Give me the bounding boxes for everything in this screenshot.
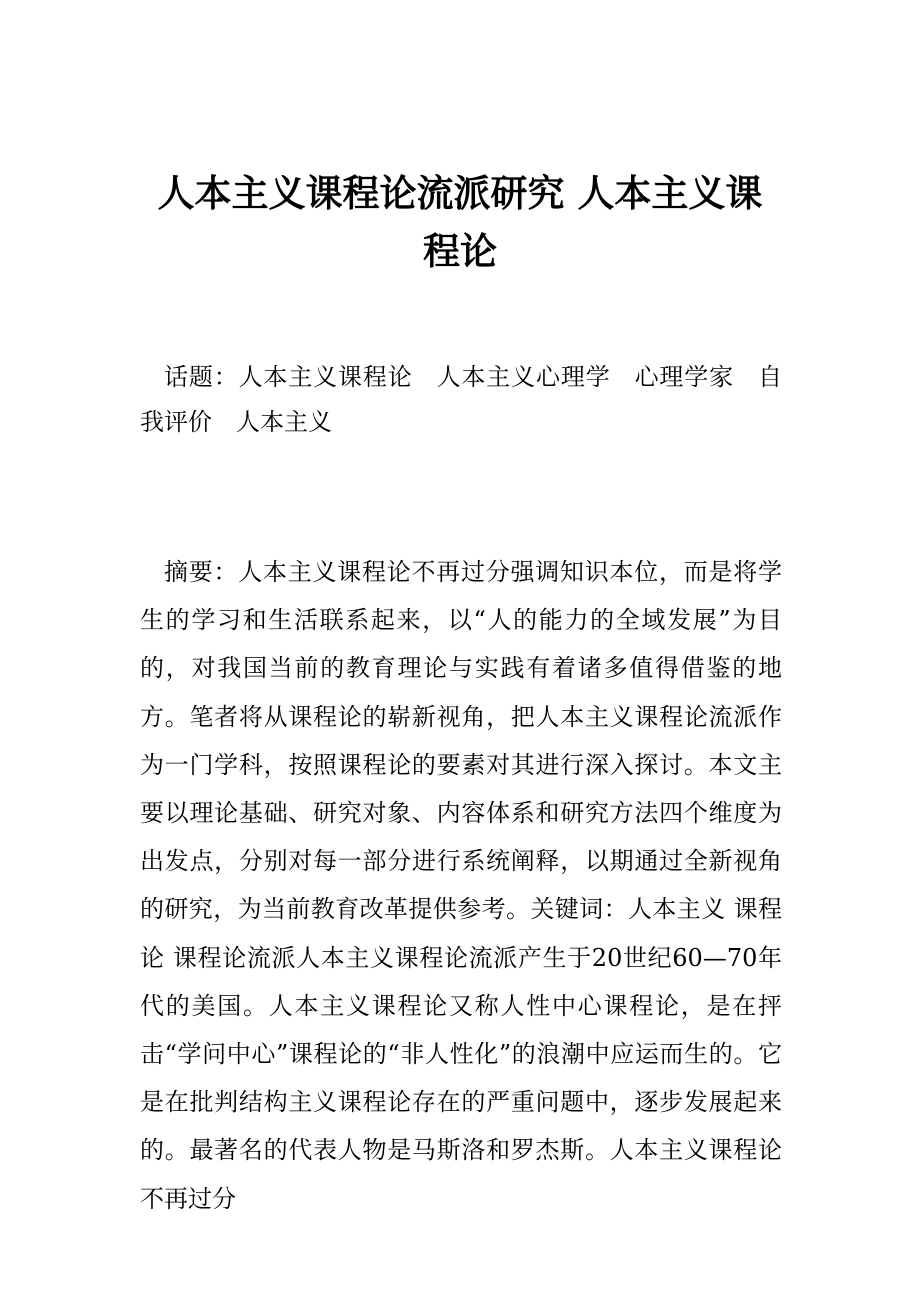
topics-paragraph: [140, 355, 782, 445]
topic-tag: 心理学家: [634, 363, 735, 391]
topic-tag: 人本主义: [236, 408, 332, 436]
topic-tag: 人本主义心理学: [436, 363, 611, 391]
topic-tag: 人本主义课程论: [238, 363, 413, 391]
topics-label: 话题：: [164, 363, 239, 391]
abstract-paragraph: 摘要：人本主义课程论不再过分强调知识本位，而是将学生的学习和生活联系起来，以“人的能力的全域发展”为目的，对我国当前的教育理论与实践有着诸多值得借鉴的地方。笔者将从课程论的崭新视角，把人本主义课程论流派作为一门学科，按照课程论的要素对其进行深入探讨。本文主要以理论基础、研究对象、内容体系和研究方法四个维度为出发点，分别对每一部分进行系统阐释，以期通过全新视角的研究，为当前教育改革提供参考。关键词：人本主义 课程论 课程论流派人本主义课程论流派产生于20世纪60—70年代的美国。人本主义课程论又称人性中心课程论，是在抨击“学问中心”课程论的“非人性化”的浪潮中应运而生的。它是在批判结构主义课程论存在的严重问题中，逐步发展起来的。最著名的代表人物是马斯洛和罗杰斯。人本主义课程论不再过分: [140, 558, 782, 1213]
document-title: 人本主义课程论流派研究 人本主义课程论: [157, 171, 763, 273]
topic-tag: 自我评价: [140, 363, 783, 436]
